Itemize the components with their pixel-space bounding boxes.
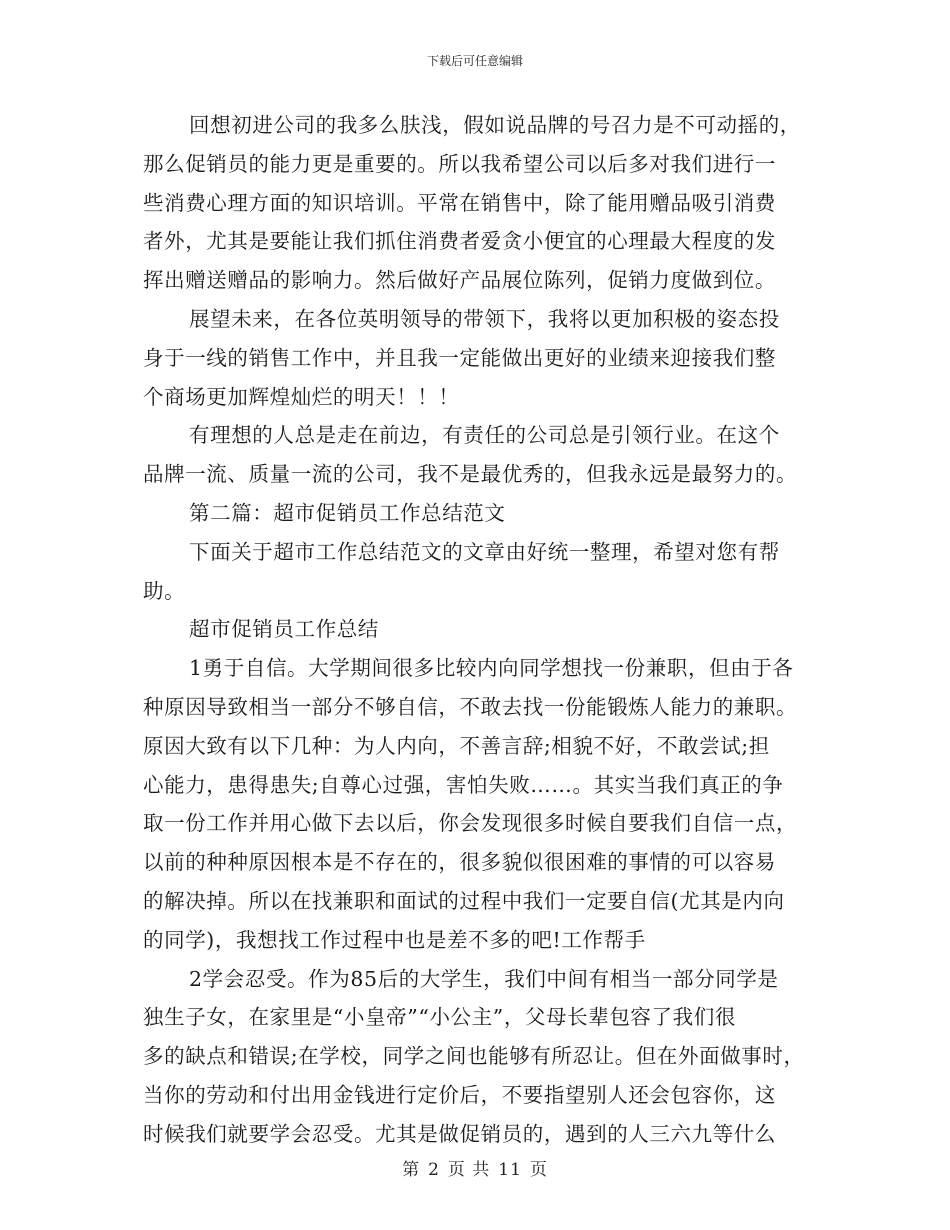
document-body	[143, 106, 813, 1154]
text-line: 1勇于自信。大学期间很多比较内向同学想找一份兼职，但由于各	[189, 656, 794, 681]
text-line: 些消费心理方面的知识培训。平常在销售中，除了能用赠品吸引消费	[143, 190, 776, 215]
text-line: 当你的劳动和付出用金钱进行定价后，不要指望别人还会包容你，这	[143, 1082, 776, 1107]
text-line: 原因大致有以下几种：为人内向，不善言辞;相貌不好，不敢尝试;担	[143, 733, 770, 758]
footer-page-number: 2	[428, 1160, 440, 1180]
text-line: 时候我们就要学会忍受。尤其是做促销员的，遇到的人三六九等什么	[143, 1121, 776, 1146]
text-line: 下面关于超市工作总结范文的文章由好统一整理，希望对您有帮	[189, 539, 780, 564]
text-line: 回想初进公司的我多么肤浅，假如说品牌的号召力是不可动摇的，	[189, 113, 801, 137]
text-line: 挥出赠送赠品的影响力。然后做好产品展位陈列，促销力度做到位。	[143, 268, 776, 293]
text-line: 助。	[143, 578, 186, 603]
text-line: 多的缺点和错误;在学校，同学之间也能够有所忍让。但在外面做事时，	[143, 1044, 805, 1069]
text-line: 那么促销员的能力更是重要的。所以我希望公司以后多对我们进行一	[143, 151, 776, 176]
text-line: 的解决掉。所以在找兼职和面试的过程中我们一定要自信(尤其是内向	[143, 888, 785, 913]
footer-middle: 页 共	[447, 1160, 491, 1180]
text-line: 超市促销员工作总结	[189, 617, 379, 642]
text-line: 身于一线的销售工作中，并且我一定能做出更好的业绩来迎接我们整	[143, 345, 776, 370]
footer-total-pages: 11	[498, 1160, 522, 1180]
text-line: 品牌一流、质量一流的公司，我不是最优秀的，但我永远是最努力的。	[143, 462, 798, 487]
text-line: 的同学)，我想找工作过程中也是差不多的吧!工作帮手	[143, 927, 646, 952]
page-footer	[0, 1155, 950, 1180]
text-line: 第二篇：超市促销员工作总结范文	[189, 500, 506, 525]
text-line: 独生子女，在家里是“小皇帝”“小公主”，父母长辈包容了我们很	[143, 1005, 736, 1030]
text-line: 者外，尤其是要能让我们抓住消费者爱贪小便宜的心理最大程度的发	[143, 229, 776, 254]
text-line: 2学会忍受。作为85后的大学生，我们中间有相当一部分同学是	[189, 966, 779, 991]
footer-prefix: 第	[402, 1160, 421, 1180]
text-line: 有理想的人总是走在前边，有责任的公司总是引领行业。在这个	[189, 423, 780, 448]
text-line: 个商场更加辉煌灿烂的明天！！！	[143, 384, 460, 409]
text-line: 展望未来，在各位英明领导的带领下，我将以更加积极的姿态投	[189, 306, 780, 331]
text-line: 种原因导致相当一部分不够自信，不敢去找一份能锻炼人能力的兼职。	[143, 694, 798, 719]
footer-suffix: 页	[529, 1160, 548, 1180]
text-line: 取一份工作并用心做下去以后，你会发现很多时候自要我们自信一点，	[143, 811, 798, 836]
text-line: 以前的种种原因根本是不存在的，很多貌似很困难的事情的可以容易	[143, 850, 776, 875]
page-header: 下载后可任意编辑	[426, 54, 523, 68]
text-line: 心能力，患得患失;自尊心过强，害怕失败……。其实当我们真正的争	[143, 772, 784, 797]
